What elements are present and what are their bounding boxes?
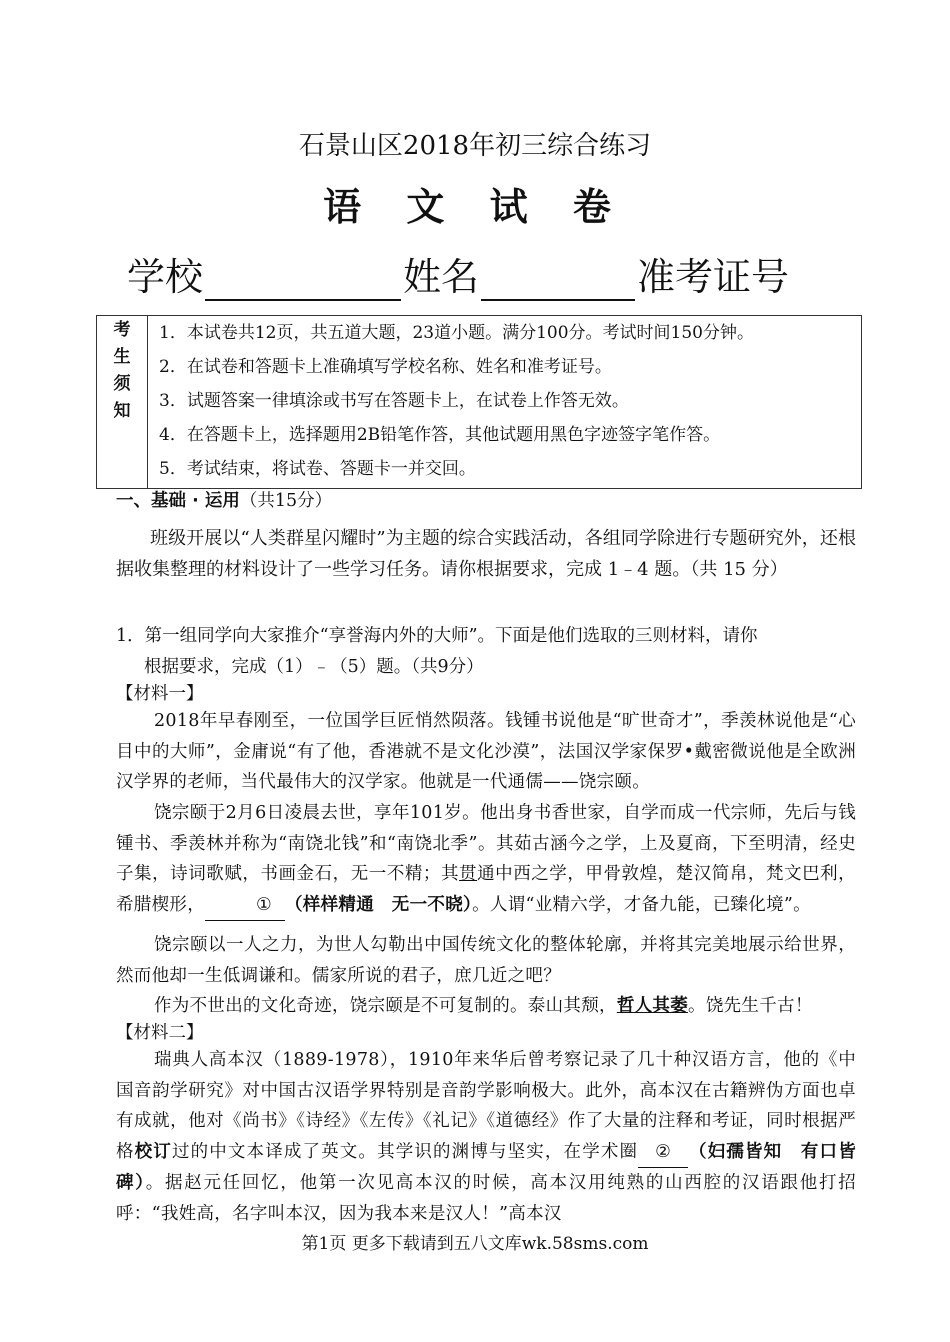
material-2-para-1: 瑞典人高本汉（1889-1978），1910年来华后曾考察记录了几十种汉语方言，他的《中国音韵学研究》对中国古汉语学界特别是音韵学影响极大。此外，高本汉在古籍辨伪方面也卓有成就，他对《尚书》《诗经》《左传》《礼记》《道德经》作了大量的注释和考证，同时根据严格校订过的中文本译成了英文。其学识的渊博与坚实，在学术圈 ② （妇孺皆知 有口皆碑）。据赵元任回忆，他第一次见高本汉的时候，高本汉用纯熟的山西腔的汉语跟他打招呼：“我姓高，名字叫本汉，因为我本来是汉人！”高本汉 — [116, 1050, 856, 1224]
blank-1-options: （样样精通 无一不晓） — [285, 894, 473, 915]
notice-list — [148, 316, 862, 489]
notice-item: 1．本试卷共12页，共五道大题，23道小题。满分100分。考试时间150分钟。 — [159, 323, 754, 343]
material-2-label: 【材料二】 — [116, 1023, 204, 1043]
page-footer: 第1页 更多下载请到五八文库wk.58sms.com — [301, 1234, 649, 1254]
underlined-phrase: 哲人其萎 — [616, 996, 689, 1016]
notice-item: 2．在试卷和答题卡上准确填写学校名称、姓名和准考证号。 — [159, 357, 612, 377]
id-label: 准考证号 — [637, 255, 790, 299]
name-blank[interactable] — [481, 263, 635, 301]
section-intro: 班级开展以“人类群星闪耀时”为主题的综合实践活动，各组同学除进行专题研究外，还根据收集整理的材料设计了一些学习任务。请你根据要求，完成 1﹣4 题。（共 15 分） — [116, 528, 856, 580]
material-1-para-2: 饶宗颐于2月6日凌晨去世，享年101岁。他出身书香世家，自学而成一代宗师，先后与钱锺书、季羡林并称为“南饶北钱”和“南饶北季”。其茹古涵今之学，上及夏商，下至明清，经史子集，诗词歌赋，书画金石，无一不精；其贯通中西之学，甲骨敦煌，楚汉简帛，梵文巴利，希腊楔形， ① （样样精通 无一不晓）。人谓“业精六学，才备九能，已臻化境”。 — [116, 798, 856, 921]
emphasized-word: 校订 — [134, 1141, 172, 1162]
student-info-line — [127, 246, 789, 301]
notice-label: 考 生 须 知 — [97, 316, 148, 489]
school-label: 学校 — [127, 255, 204, 299]
question-1: 1．第一组同学向大家推介“享誉海内外的大师”。下面是他们选取的三则材料，请你 根据要求，完成（1）﹣（5）题。（共9分） — [116, 626, 758, 677]
exam-header: 石景山区2018年初三综合练习 — [298, 131, 652, 161]
notice-table — [96, 315, 862, 489]
blank-1[interactable]: ① — [205, 890, 285, 922]
underlined-char: 贯 — [459, 864, 478, 884]
notice-item: 5．考试结束，将试卷、答题卡一并交回。 — [159, 459, 476, 479]
notice-item: 4．在答题卡上，选择题用2B铅笔作答，其他试题用黑色字迹签字笔作答。 — [159, 425, 721, 445]
blank-2-options: （妇孺皆知 有口皆碑） — [116, 1141, 856, 1193]
material-1-label: 【材料一】 — [116, 684, 204, 704]
material-1-para-3: 饶宗颐以一人之力，为世人勾勒出中国传统文化的整体轮廓，并将其完美地展示给世界，然而他却一生低调谦和。儒家所说的君子，庶几近之吧？ — [116, 935, 856, 986]
material-1-para-1: 2018年早春刚至，一位国学巨匠悄然陨落。钱锺书说他是“旷世奇才”，季羡林说他是“心目中的大师”，金庸说“有了他，香港就不是文化沙漠”，法国汉学家保罗•戴密微说他是全欧洲汉学界的老师，当代最伟大的汉学家。他就是一代通儒——饶宗颐。 — [116, 711, 856, 792]
exam-title: 语 文 试 卷 — [323, 185, 627, 229]
notice-item: 3．试题答案一律填涂或书写在答题卡上，在试卷上作答无效。 — [159, 391, 629, 411]
material-1-para-4: 作为不世出的文化奇迹，饶宗颐是不可复制的。泰山其颓，哲人其萎。饶先生千古！ — [154, 996, 813, 1016]
blank-2[interactable]: ② — [638, 1137, 688, 1169]
name-label: 姓名 — [403, 255, 480, 299]
section-heading: 一、基础 · 运用（共15分） — [116, 491, 333, 511]
school-blank[interactable] — [205, 263, 401, 301]
